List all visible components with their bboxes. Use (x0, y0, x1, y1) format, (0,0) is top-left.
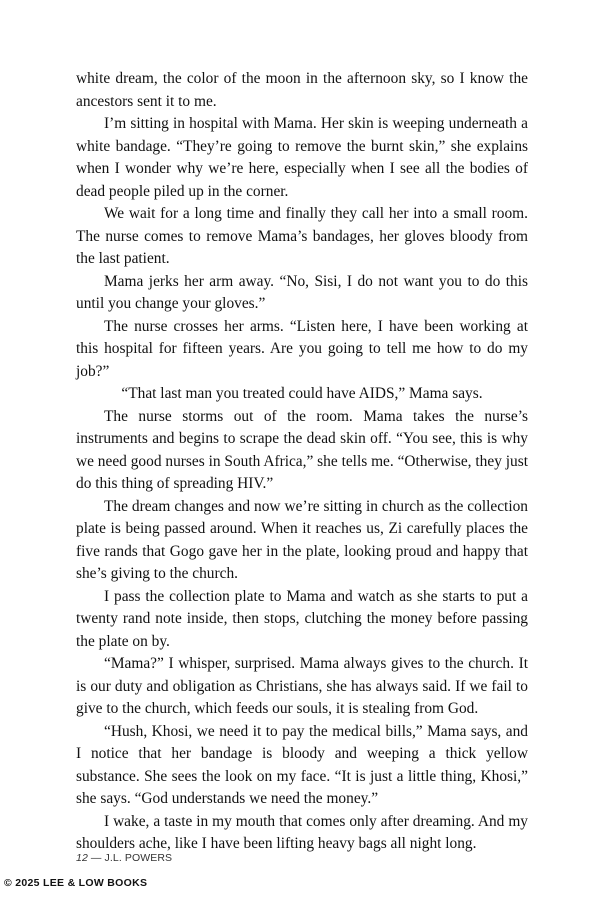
paragraph-continuation: white dream, the color of the moon in the afternoon sky, so I know the ancestors sent it to me. (76, 70, 528, 110)
footer-author: J.L. POWERS (104, 852, 173, 864)
copyright-notice: © 2025 LEE & LOW BOOKS (4, 877, 148, 889)
page-number: 12 (76, 852, 88, 864)
footer-separator: — (87, 852, 105, 864)
paragraph-centered: “That last man you treated could have AIDS,” Mama says. (121, 385, 483, 402)
paragraph: I pass the collection plate to Mama and watch as she starts to put a twenty rand note inside, then stops, clutching the money before passing the plate on by. (76, 587, 528, 650)
paragraph: I wake, a taste in my mouth that comes only after dreaming. And my shoulders ache, like I have been lifting heavy bags all night long. (76, 812, 528, 852)
body-text (76, 68, 528, 856)
paragraph: I’m sitting in hospital with Mama. Her skin is weeping underneath a white bandage. “They’re going to remove the burnt skin,” she explains when I wonder why we’re here, especially when I see all the bodies of dead people piled up in the corner. (76, 115, 528, 200)
paragraph: We wait for a long time and finally they call her into a small room. The nurse comes to remove Mama’s bandages, her gloves bloody from the last patient. (76, 205, 528, 267)
paragraph: “Mama?” I whisper, surprised. Mama always gives to the church. It is our duty and obligation as Christians, she has always said. If we fail to give to the church, which feeds our souls, it is stealing from God. (76, 655, 528, 717)
page-footer (76, 852, 172, 864)
paragraph: The nurse crosses her arms. “Listen here, I have been working at this hospital for fifteen years. Are you going to tell me how to do my job?” (76, 317, 528, 380)
paragraph: The dream changes and now we’re sitting in church as the collection plate is being passed around. When it reaches us, Zi carefully places the five rands that Gogo gave her in the plate, looking proud and happy that she’s giving to the church. (76, 497, 528, 582)
paragraph: Mama jerks her arm away. “No, Sisi, I do not want you to do this until you change your gloves.” (76, 272, 528, 312)
paragraph: “Hush, Khosi, we need it to pay the medical bills,” Mama says, and I notice that her bandage is bloody and weeping a thick yellow substance. She sees the look on my face. “It is just a little thing, Khosi,” she says. “God understands we need the money.” (76, 722, 528, 807)
paragraph: The nurse storms out of the room. Mama takes the nurse’s instruments and begins to scrape the dead skin off. “You see, this is why we need good nurses in South Africa,” she tells me. “Otherwise, they just do this thing of spreading HIV.” (76, 407, 528, 492)
